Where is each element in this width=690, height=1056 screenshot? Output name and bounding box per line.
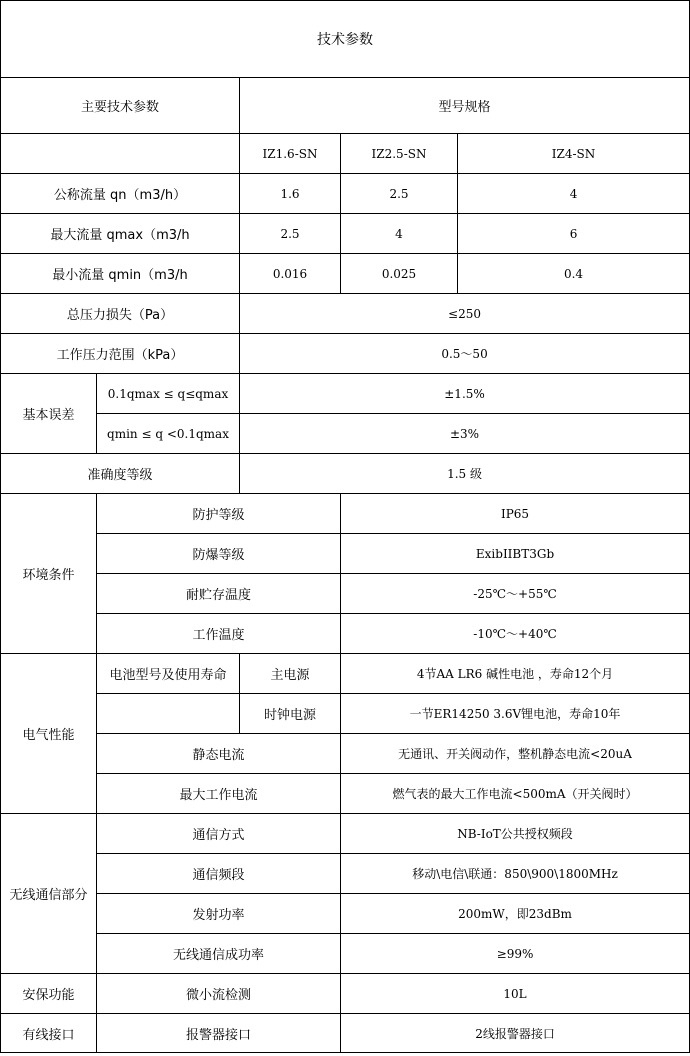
- working-temp-label: 工作温度: [97, 614, 341, 654]
- table-row: [1, 974, 690, 1014]
- battery-label: 电池型号及使用寿命: [97, 654, 240, 694]
- table-title: 技术参数: [1, 1, 690, 78]
- table-row: [1, 614, 690, 654]
- storage-temp-value: -25℃～+55℃: [341, 574, 690, 614]
- table-row: [1, 854, 690, 894]
- table-row: [1, 414, 690, 454]
- model-row-blank: [1, 134, 240, 174]
- max-flow-value-3: 6: [458, 214, 690, 254]
- table-row: [1, 174, 690, 214]
- nominal-flow-label: 公称流量 qn（m3/h）: [1, 174, 240, 214]
- basic-error-value-1: ±1.5%: [240, 374, 690, 414]
- max-flow-value-1: 2.5: [240, 214, 341, 254]
- table-row: [1, 254, 690, 294]
- protection-label: 防护等级: [97, 494, 341, 534]
- max-current-label: 最大工作电流: [97, 774, 341, 814]
- main-power-value: 4节AA LR6 碱性电池 ，寿命12个月: [341, 654, 690, 694]
- table-row: [1, 494, 690, 534]
- main-power-label: 主电源: [240, 654, 341, 694]
- wired-value: 2线报警器接口: [341, 1014, 690, 1053]
- static-current-label: 静态电流: [97, 734, 341, 774]
- model-1: IZ1.6-SN: [240, 134, 341, 174]
- basic-error-value-2: ±3%: [240, 414, 690, 454]
- explosion-label: 防爆等级: [97, 534, 341, 574]
- basic-error-label: 基本误差: [1, 374, 97, 454]
- clock-power-value: 一节ER14250 3.6V锂电池，寿命10年: [341, 694, 690, 734]
- storage-temp-label: 耐贮存温度: [97, 574, 341, 614]
- model-spec-header: 型号规格: [240, 78, 690, 134]
- table-row: [1, 774, 690, 814]
- tx-power-value: 200mW，即23dBm: [341, 894, 690, 934]
- battery-label-blank: [97, 694, 240, 734]
- accuracy-value: 1.5 级: [240, 454, 690, 494]
- comm-band-value: 移动\电信\联通：850\900\1800MHz: [341, 854, 690, 894]
- table-row: [1, 294, 690, 334]
- table-row: [1, 334, 690, 374]
- security-value: 10L: [341, 974, 690, 1014]
- title-row: [1, 1, 690, 78]
- table-row: [1, 734, 690, 774]
- pressure-loss-value: ≤250: [240, 294, 690, 334]
- max-current-value: 燃气表的最大工作电流<500mA（开关阀时）: [341, 774, 690, 814]
- model-row: [1, 134, 690, 174]
- wired-sub-label: 报警器接口: [97, 1014, 341, 1053]
- tx-power-label: 发射功率: [97, 894, 341, 934]
- pressure-range-label: 工作压力范围（kPa）: [1, 334, 240, 374]
- table-row: [1, 534, 690, 574]
- min-flow-value-3: 0.4: [458, 254, 690, 294]
- nominal-flow-value-2: 2.5: [341, 174, 458, 214]
- main-params-header: 主要技术参数: [1, 78, 240, 134]
- model-3: IZ4-SN: [458, 134, 690, 174]
- min-flow-value-2: 0.025: [341, 254, 458, 294]
- clock-power-label: 时钟电源: [240, 694, 341, 734]
- wired-label: 有线接口: [1, 1014, 97, 1053]
- environment-label: 环境条件: [1, 494, 97, 654]
- table-row: [1, 814, 690, 854]
- model-2: IZ2.5-SN: [341, 134, 458, 174]
- pressure-loss-label: 总压力损失（Pa）: [1, 294, 240, 334]
- comm-mode-value: NB-IoT公共授权频段: [341, 814, 690, 854]
- table-row: [1, 574, 690, 614]
- max-flow-label: 最大流量 qmax（m3/h: [1, 214, 240, 254]
- wireless-label: 无线通信部分: [1, 814, 97, 974]
- table-row: [1, 454, 690, 494]
- electrical-label: 电气性能: [1, 654, 97, 814]
- comm-mode-label: 通信方式: [97, 814, 341, 854]
- basic-error-cond-2: qmin ≤ q <0.1qmax: [97, 414, 240, 454]
- protection-value: IP65: [341, 494, 690, 534]
- accuracy-label: 准确度等级: [1, 454, 240, 494]
- table-row: [1, 1014, 690, 1053]
- comm-band-label: 通信频段: [97, 854, 341, 894]
- max-flow-value-2: 4: [341, 214, 458, 254]
- table-row: [1, 214, 690, 254]
- pressure-range-value: 0.5～50: [240, 334, 690, 374]
- min-flow-label: 最小流量 qmin（m3/h: [1, 254, 240, 294]
- security-sub-label: 微小流检测: [97, 974, 341, 1014]
- table-row: [1, 934, 690, 974]
- table-row: [1, 374, 690, 414]
- explosion-value: ExibIIBT3Gb: [341, 534, 690, 574]
- nominal-flow-value-3: 4: [458, 174, 690, 214]
- static-current-value: 无通讯、开关阀动作，整机静态电流<20uA: [341, 734, 690, 774]
- basic-error-cond-1: 0.1qmax ≤ q≤qmax: [97, 374, 240, 414]
- security-label: 安保功能: [1, 974, 97, 1014]
- nominal-flow-value-1: 1.6: [240, 174, 341, 214]
- min-flow-value-1: 0.016: [240, 254, 341, 294]
- success-rate-value: ≥99%: [341, 934, 690, 974]
- header-row: [1, 78, 690, 134]
- working-temp-value: -10℃～+40℃: [341, 614, 690, 654]
- table-row: [1, 654, 690, 694]
- success-rate-label: 无线通信成功率: [97, 934, 341, 974]
- table-row: [1, 694, 690, 734]
- table-row: [1, 894, 690, 934]
